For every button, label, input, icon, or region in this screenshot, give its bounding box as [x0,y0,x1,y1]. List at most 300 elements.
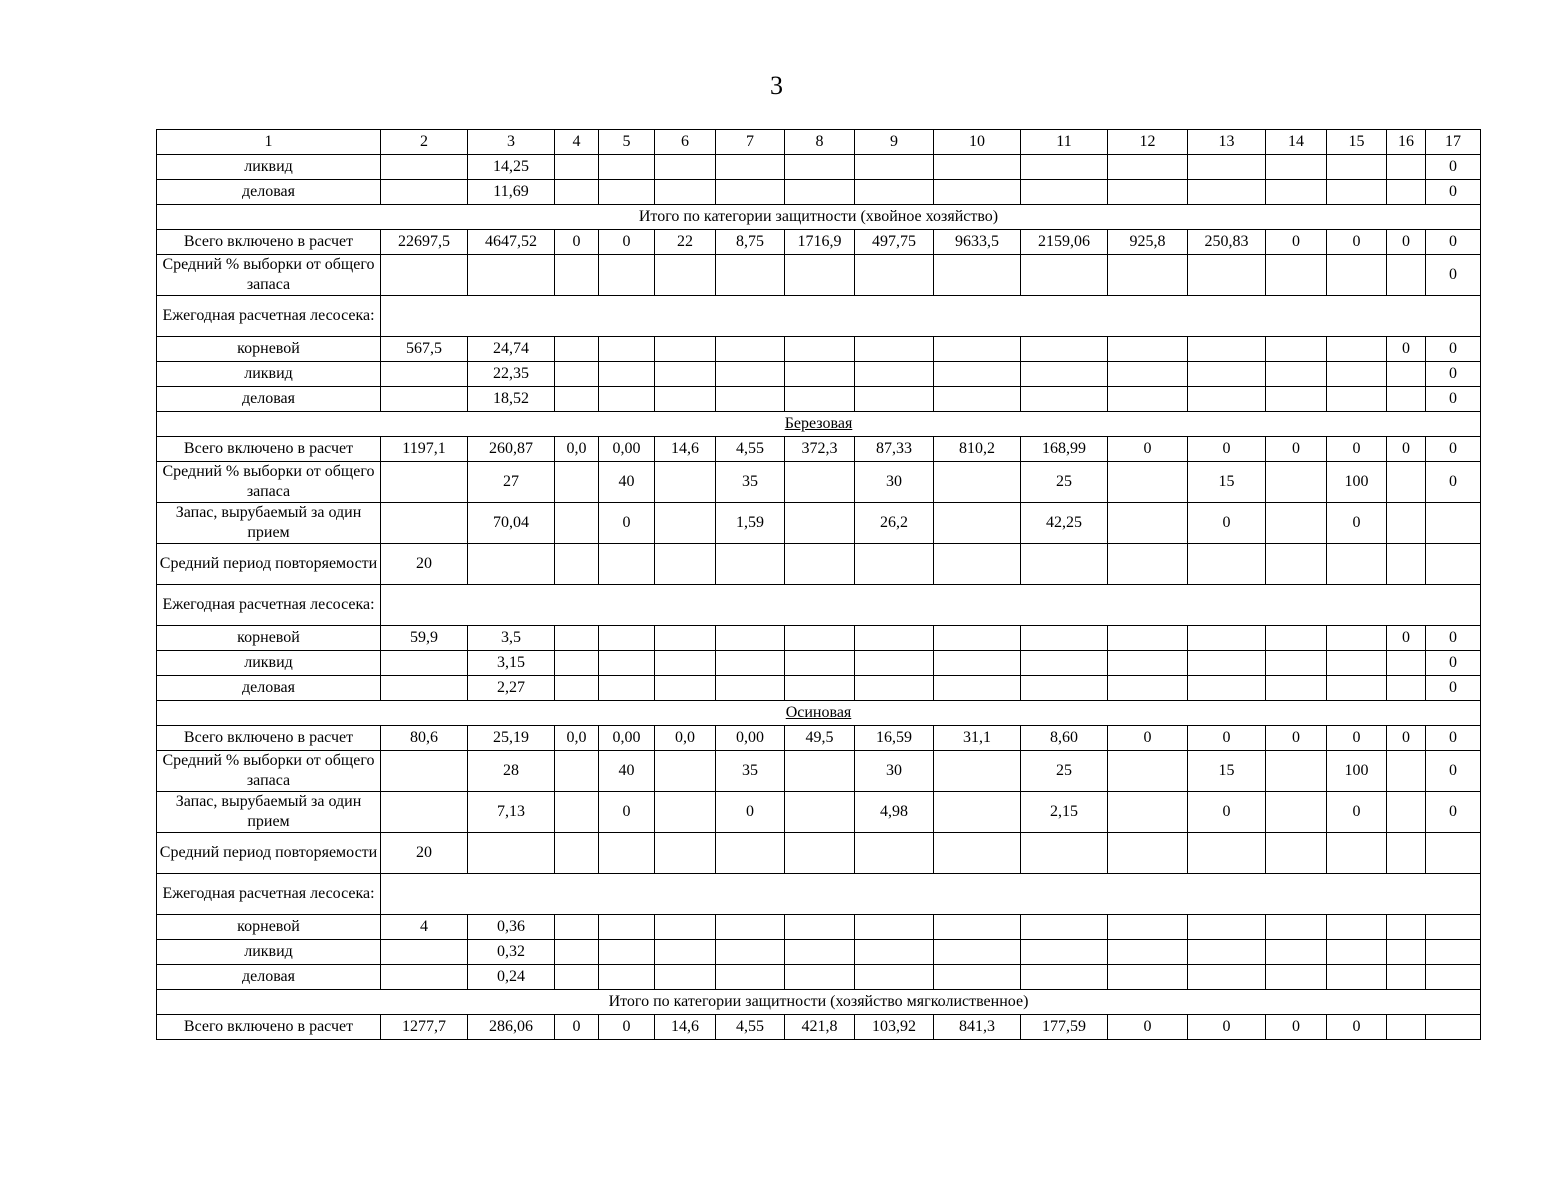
table-cell [1387,676,1426,701]
column-number-header: 9 [855,130,934,155]
table-cell [785,462,855,503]
table-cell [785,833,855,874]
table-cell [381,651,468,676]
table-cell [1327,337,1387,362]
table-cell [1387,387,1426,412]
table-cell [1266,940,1327,965]
table-cell [934,155,1021,180]
table-cell: 0 [1266,437,1327,462]
table-cell: 0 [1426,362,1481,387]
table-cell: 0 [1387,230,1426,255]
table-cell [855,676,934,701]
table-cell: 0 [1426,792,1481,833]
row-label: Всего включено в расчет [157,437,381,462]
table-cell: 0 [1426,676,1481,701]
table-cell [1188,155,1266,180]
table-cell: 42,25 [1021,503,1108,544]
table-cell: 0 [1387,626,1426,651]
table-cell [555,651,599,676]
table-cell: 18,52 [468,387,555,412]
table-row [157,503,1481,544]
table-cell [1327,965,1387,990]
table-cell [934,833,1021,874]
subheading-row [157,296,1481,337]
section-title: Осиновая [785,704,852,721]
table-cell [1266,155,1327,180]
section-header-row [157,701,1481,726]
table-cell [599,965,655,990]
column-number-header: 3 [468,130,555,155]
table-cell: 497,75 [855,230,934,255]
table-cell [1387,544,1426,585]
table-cell [1426,940,1481,965]
table-cell [555,965,599,990]
table-cell [855,337,934,362]
table-cell: 4 [381,915,468,940]
table-cell [1387,965,1426,990]
table-cell [1188,965,1266,990]
table-cell: 177,59 [1021,1015,1108,1040]
table-cell [785,155,855,180]
table-cell: 11,69 [468,180,555,205]
table-cell [1021,915,1108,940]
table-cell: 8,60 [1021,726,1108,751]
table-cell [555,915,599,940]
table-cell [655,676,716,701]
merged-empty-cell [381,585,1481,626]
table-cell [855,833,934,874]
table-cell: 25 [1021,751,1108,792]
table-cell [1108,337,1188,362]
table-cell: 0 [1426,626,1481,651]
table-cell [1266,337,1327,362]
table-cell: 3,5 [468,626,555,651]
section-title-cell [157,412,1481,437]
table-cell: 0 [1188,726,1266,751]
table-cell [555,362,599,387]
table-cell [1188,544,1266,585]
table-cell [1266,751,1327,792]
table-cell: 87,33 [855,437,934,462]
table-row [157,544,1481,585]
table-cell [1188,626,1266,651]
table-cell [855,651,934,676]
table-cell [655,337,716,362]
table-cell [599,544,655,585]
table-cell [1021,965,1108,990]
table-cell: 0 [1327,437,1387,462]
table-cell: 8,75 [716,230,785,255]
table-cell [381,255,468,296]
column-number-header: 11 [1021,130,1108,155]
table-cell [1108,940,1188,965]
table-cell: 0 [599,1015,655,1040]
table-cell [599,180,655,205]
column-number-header: 12 [1108,130,1188,155]
table-row [157,155,1481,180]
table-cell: 0 [1327,503,1387,544]
table-cell [1327,833,1387,874]
table-cell [1426,503,1481,544]
table-cell [716,626,785,651]
table-cell [1108,833,1188,874]
row-label: ликвид [157,651,381,676]
table-cell: 260,87 [468,437,555,462]
table-cell: 70,04 [468,503,555,544]
table-cell: 0 [1188,503,1266,544]
table-row [157,915,1481,940]
table-cell: 0,24 [468,965,555,990]
table-cell [1387,651,1426,676]
merged-empty-cell [381,296,1481,337]
table-cell: 0 [599,230,655,255]
table-cell: 0 [1387,726,1426,751]
table-cell: 4,55 [716,1015,785,1040]
table-cell: 35 [716,462,785,503]
table-cell [785,387,855,412]
table-cell [934,792,1021,833]
table-cell [716,387,785,412]
table-cell [381,676,468,701]
table-cell: 1,59 [716,503,785,544]
table-cell [599,626,655,651]
table-cell [555,387,599,412]
table-cell [555,337,599,362]
subheading-row [157,874,1481,915]
table-cell [655,792,716,833]
table-cell [599,940,655,965]
table-cell: 1716,9 [785,230,855,255]
table-cell: 0,00 [599,726,655,751]
table-cell [1327,915,1387,940]
table-cell [1327,940,1387,965]
row-label: корневой [157,915,381,940]
table-cell: 0,0 [655,726,716,751]
table-cell: 0 [1266,1015,1327,1040]
table-row [157,626,1481,651]
table-cell [785,503,855,544]
table-cell [599,651,655,676]
table-cell: 28 [468,751,555,792]
table-cell [1188,915,1266,940]
table-cell: 567,5 [381,337,468,362]
table-cell: 0 [1426,462,1481,503]
table-cell: 1197,1 [381,437,468,462]
table-cell [785,651,855,676]
row-label: Средний % выборки от общего запаса [157,255,381,296]
table-cell [785,940,855,965]
table-cell [1327,387,1387,412]
table-cell [855,180,934,205]
table-cell [785,751,855,792]
table-cell: 100 [1327,462,1387,503]
section-title-cell [157,205,1481,230]
table-cell: 20 [381,544,468,585]
table-cell [934,544,1021,585]
table-cell: 0 [1327,230,1387,255]
column-number-header: 13 [1188,130,1266,155]
table-cell [1021,676,1108,701]
table-cell: 40 [599,462,655,503]
table-cell: 9633,5 [934,230,1021,255]
column-number-header: 14 [1266,130,1327,155]
table-cell [1327,155,1387,180]
table-cell [655,503,716,544]
table-cell [1266,503,1327,544]
row-label: Ежегодная расчетная лесосека: [157,874,381,915]
table-cell [1387,833,1426,874]
table-cell: 0 [555,1015,599,1040]
table-cell [555,180,599,205]
table-cell: 925,8 [1108,230,1188,255]
table-cell [381,751,468,792]
table-cell [1266,915,1327,940]
table-cell [1327,255,1387,296]
table-cell [1108,676,1188,701]
table-cell [855,940,934,965]
table-cell [934,462,1021,503]
table-row [157,230,1481,255]
table-cell [599,255,655,296]
table-cell [1387,792,1426,833]
table-cell [934,337,1021,362]
table-cell: 0 [1188,1015,1266,1040]
table-cell: 15 [1188,751,1266,792]
table-cell [1387,155,1426,180]
table-cell [855,255,934,296]
table-cell [1426,544,1481,585]
table-cell: 421,8 [785,1015,855,1040]
table-cell [599,362,655,387]
table-cell [381,792,468,833]
table-cell: 0 [716,792,785,833]
table-cell [555,462,599,503]
table-cell [655,387,716,412]
table-cell [934,387,1021,412]
table-cell: 100 [1327,751,1387,792]
table-cell: 250,83 [1188,230,1266,255]
table-cell [1387,180,1426,205]
table-cell [785,180,855,205]
table-cell: 25 [1021,462,1108,503]
table-cell: 0,00 [716,726,785,751]
table-cell [1266,255,1327,296]
table-cell: 24,74 [468,337,555,362]
row-label: Запас, вырубаемый за один прием [157,792,381,833]
table-cell: 0,32 [468,940,555,965]
table-cell [1327,626,1387,651]
column-number-header: 17 [1426,130,1481,155]
table-cell [1426,1015,1481,1040]
table-cell [555,940,599,965]
table-cell [716,255,785,296]
table-cell [599,915,655,940]
table-cell [1266,651,1327,676]
table-cell: 0 [1426,337,1481,362]
table-cell: 0 [1327,726,1387,751]
table-cell: 810,2 [934,437,1021,462]
table-cell [1266,362,1327,387]
table-cell: 286,06 [468,1015,555,1040]
table-cell [555,833,599,874]
table-cell [785,792,855,833]
table-cell [1108,965,1188,990]
table-cell: 103,92 [855,1015,934,1040]
table-cell [1188,940,1266,965]
table-cell [599,155,655,180]
table-cell [1021,833,1108,874]
table-cell: 0 [1426,255,1481,296]
table-cell [716,940,785,965]
table-cell [1327,180,1387,205]
table-cell [381,940,468,965]
table-cell [1266,626,1327,651]
table-cell [1021,940,1108,965]
table-cell: 3,15 [468,651,555,676]
table-cell [785,626,855,651]
table-cell [1108,155,1188,180]
table-cell [655,626,716,651]
table-cell [1387,462,1426,503]
table-cell [855,915,934,940]
row-label: Средний период повторяемости [157,833,381,874]
table-cell: 59,9 [381,626,468,651]
merged-empty-cell [381,874,1481,915]
table-cell: 0 [1426,751,1481,792]
table-cell [1108,462,1188,503]
table-cell [1108,751,1188,792]
table-cell: 14,25 [468,155,555,180]
table-cell: 0 [1426,155,1481,180]
table-cell: 0 [1108,726,1188,751]
table-cell: 0 [1188,792,1266,833]
table-cell [381,180,468,205]
table-cell [1108,651,1188,676]
table-cell [655,751,716,792]
table-cell [1021,651,1108,676]
row-label: Ежегодная расчетная лесосека: [157,296,381,337]
table-cell [1387,362,1426,387]
table-row [157,337,1481,362]
column-number-header: 4 [555,130,599,155]
table-cell: 0 [1108,1015,1188,1040]
row-label: ликвид [157,940,381,965]
section-title: Итого по категории защитности (хозяйство мягколиственное) [608,993,1029,1010]
table-cell [381,362,468,387]
table-cell [1327,651,1387,676]
table-cell [599,676,655,701]
table-cell [555,503,599,544]
table-cell [785,965,855,990]
table-cell [1108,503,1188,544]
row-label: деловая [157,387,381,412]
table-cell [655,915,716,940]
table-cell [716,337,785,362]
table-cell [1188,180,1266,205]
table-cell [655,833,716,874]
table-row [157,362,1481,387]
row-label: корневой [157,337,381,362]
table-cell [655,940,716,965]
table-row [157,437,1481,462]
table-cell: 2,27 [468,676,555,701]
table-cell: 0 [1387,337,1426,362]
table-cell [934,626,1021,651]
table-cell [1266,792,1327,833]
table-row [157,462,1481,503]
row-label: Ежегодная расчетная лесосека: [157,585,381,626]
table-cell: 0 [1387,437,1426,462]
table-cell [1108,792,1188,833]
table-cell [785,337,855,362]
table-cell: 0 [1426,651,1481,676]
table-cell: 0 [1426,387,1481,412]
column-number-header: 6 [655,130,716,155]
table-cell [1327,544,1387,585]
table-cell [1188,362,1266,387]
table-cell: 0 [1426,230,1481,255]
table-cell: 0 [1327,1015,1387,1040]
table-row [157,940,1481,965]
table-cell: 1277,7 [381,1015,468,1040]
table-cell: 22697,5 [381,230,468,255]
table-row [157,792,1481,833]
table-cell: 15 [1188,462,1266,503]
table-cell [785,676,855,701]
table-cell: 22 [655,230,716,255]
table-header-row [157,130,1481,155]
table-cell [655,180,716,205]
table-cell [1327,676,1387,701]
section-title: Березовая [784,415,853,432]
table-cell [655,155,716,180]
table-row [157,255,1481,296]
table-cell [1188,833,1266,874]
column-number-header: 10 [934,130,1021,155]
table-cell: 0 [1426,726,1481,751]
table-cell: 14,6 [655,1015,716,1040]
table-cell [381,462,468,503]
table-cell [1188,651,1266,676]
row-label: деловая [157,965,381,990]
table-cell [1387,915,1426,940]
table-cell [1387,503,1426,544]
table-cell [1188,255,1266,296]
table-cell [716,676,785,701]
table-cell [1108,387,1188,412]
table-cell: 0 [1266,230,1327,255]
forest-allowable-cut-table [156,129,1481,1040]
column-number-header: 16 [1387,130,1426,155]
table-cell [555,155,599,180]
table-cell: 35 [716,751,785,792]
table-row [157,651,1481,676]
table-cell: 16,59 [855,726,934,751]
table-cell [716,544,785,585]
table-cell [1387,751,1426,792]
table-cell [716,362,785,387]
table-cell: 0 [1327,792,1387,833]
table-cell: 0,0 [555,726,599,751]
table-cell [1266,180,1327,205]
table-cell [934,940,1021,965]
table-cell [1108,362,1188,387]
table-cell [1266,965,1327,990]
table-cell [1266,387,1327,412]
table-cell [934,362,1021,387]
table-cell [785,255,855,296]
table-row [157,676,1481,701]
